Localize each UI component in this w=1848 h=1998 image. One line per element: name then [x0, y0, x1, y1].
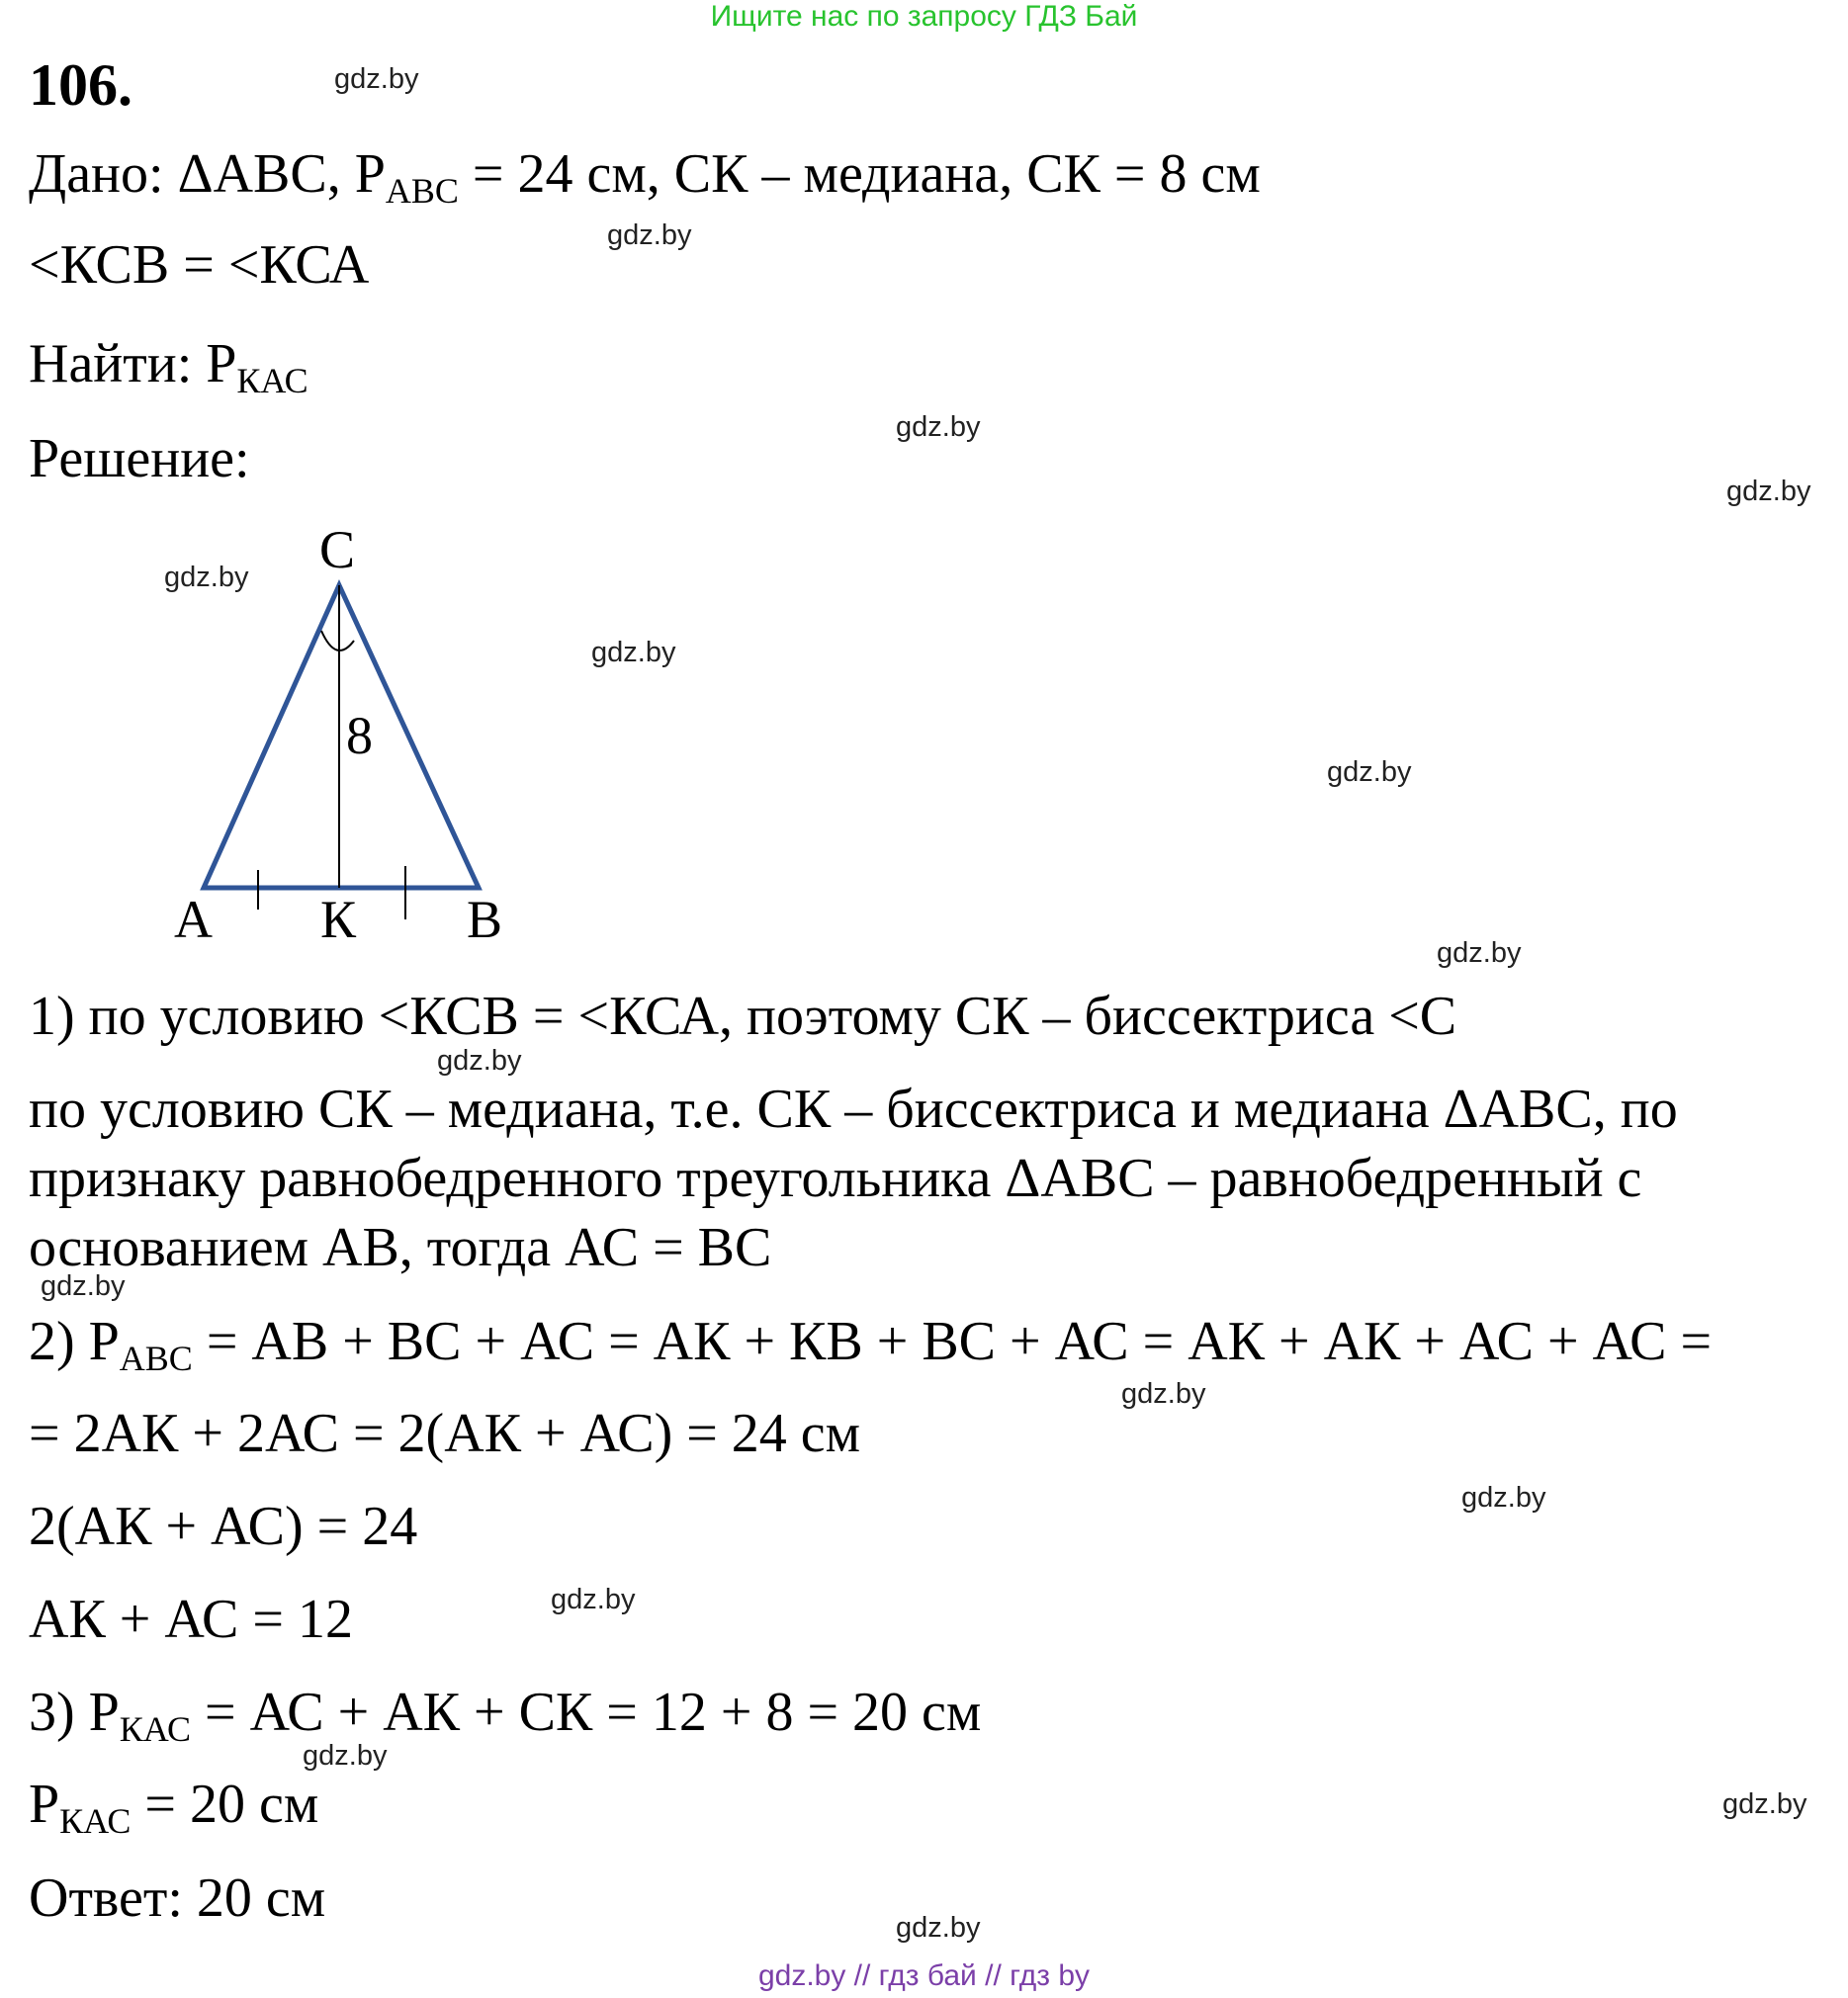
find-subscript: КАС [236, 360, 308, 400]
watermark: gdz.by [1121, 1378, 1206, 1410]
vertex-label-k: К [320, 890, 357, 949]
watermark: gdz.by [1722, 1788, 1807, 1820]
median-length-label: 8 [346, 706, 373, 765]
watermark: gdz.by [896, 1912, 981, 1944]
result-line [29, 1774, 319, 1841]
step-2-line-4: АК + АС = 12 [29, 1589, 353, 1650]
top-banner: Ищите нас по запросу ГДЗ Бай [710, 0, 1138, 33]
watermark: gdz.by [334, 63, 419, 95]
step-2-line-1 [29, 1311, 1713, 1378]
watermark: gdz.by [607, 219, 692, 251]
footer-links: gdz.by // гдз бай // гдз by [757, 1959, 1091, 1992]
watermark: gdz.by [41, 1270, 126, 1302]
result-subscript: КАС [59, 1800, 132, 1841]
watermark: gdz.by [164, 562, 249, 593]
watermark: gdz.by [1726, 476, 1811, 507]
watermark: gdz.by [303, 1740, 388, 1772]
step-2-start: 2) Р [29, 1311, 120, 1372]
watermark: gdz.by [1327, 756, 1412, 788]
given-line-2: <КСВ = <КСА [29, 234, 370, 296]
step-3-subscript: КАС [119, 1708, 192, 1749]
vertex-label-b: В [467, 890, 503, 949]
step-1-line-2: по условию СК – медиана, т.е. СК – биссектриса и медиана ΔАВС, по [29, 1079, 1678, 1140]
step-1-line-1: 1) по условию <КСВ = <КСА, поэтому СК – биссектриса <С [29, 986, 1457, 1047]
watermark: gdz.by [896, 411, 981, 443]
watermark: gdz.by [1437, 937, 1522, 969]
step-2-subscript: АВС [119, 1338, 193, 1378]
step-2-line-3: 2(АК + АС) = 24 [29, 1496, 418, 1557]
step-3-line [29, 1682, 982, 1749]
step-3-start: 3) Р [29, 1682, 120, 1743]
step-3-end: = АС + АК + СК = 12 + 8 = 20 см [191, 1682, 982, 1743]
angle-arc-c [321, 631, 354, 651]
step-1-line-3: признаку равнобедренного треугольника ΔАВС – равнобедренный с [29, 1148, 1642, 1209]
vertex-label-c: С [319, 520, 356, 579]
result-end: = 20 см [131, 1774, 319, 1835]
solution-label: Решение: [29, 428, 250, 489]
problem-number: 106. [29, 52, 132, 118]
perimeter-abc-subscript: АВС [385, 170, 459, 211]
result-start: Р [29, 1774, 60, 1835]
vertex-label-a: А [174, 890, 213, 949]
given-line-1-end: = 24 см, СК – медиана, СК = 8 см [458, 143, 1261, 205]
watermark: gdz.by [1461, 1482, 1546, 1514]
watermark: gdz.by [437, 1045, 522, 1077]
step-2-line-2: = 2АК + 2АС = 2(АК + АС) = 24 см [29, 1403, 861, 1464]
find-text: Найти: Р [29, 333, 237, 394]
triangle-abc [204, 585, 479, 888]
given-line-1-start: Дано: ΔАВС, Р [29, 143, 386, 205]
watermark: gdz.by [551, 1584, 636, 1615]
step-1-line-4: основанием АВ, тогда АС = ВС [29, 1217, 772, 1278]
step-2-end: = АВ + ВС + АС = АК + КВ + ВС + АС = АК + АК + АС + АС = [192, 1311, 1713, 1372]
watermark: gdz.by [591, 637, 676, 668]
answer-line: Ответ: 20 см [29, 1868, 326, 1929]
